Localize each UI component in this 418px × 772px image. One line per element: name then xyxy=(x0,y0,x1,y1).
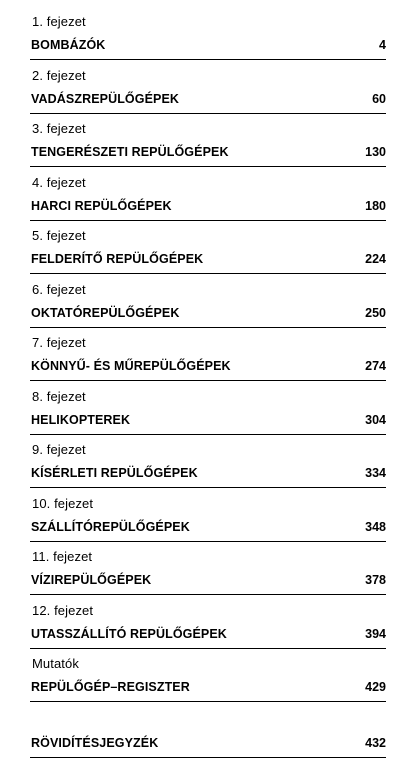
page-number: 378 xyxy=(365,573,386,587)
page-number: 4 xyxy=(379,38,386,52)
chapter-title: FELDERÍTŐ REPÜLŐGÉPEK xyxy=(31,252,204,266)
chapter-label: 1. fejezet xyxy=(32,14,86,29)
chapter-label: 12. fejezet xyxy=(32,602,94,618)
divider-rule xyxy=(30,541,386,542)
divider-rule xyxy=(30,273,386,274)
page-number: 334 xyxy=(365,466,386,480)
chapter-label: 8. fejezet xyxy=(32,388,86,404)
divider-rule xyxy=(30,701,386,702)
chapter-label: 3. fejezet xyxy=(32,121,86,136)
page-number: 394 xyxy=(365,626,386,641)
chapter-label: 10. fejezet xyxy=(32,495,94,511)
toc-entry[interactable] xyxy=(30,115,386,169)
chapter-title: UTASSZÁLLÍTÓ REPÜLŐGÉPEK xyxy=(31,626,227,641)
divider-rule xyxy=(30,327,386,328)
divider-rule xyxy=(30,487,386,488)
toc-entry[interactable] xyxy=(30,62,386,116)
divider-rule xyxy=(30,220,386,221)
chapter-label: 5. fejezet xyxy=(32,228,86,243)
page-number: 432 xyxy=(365,735,386,750)
chapter-label: 7. fejezet xyxy=(32,335,86,350)
chapter-title: HARCI REPÜLŐGÉPEK xyxy=(31,198,172,213)
page-number: 348 xyxy=(365,519,386,534)
chapter-label: 11. fejezet xyxy=(32,549,93,564)
divider-rule xyxy=(30,648,386,649)
chapter-title: TENGERÉSZETI REPÜLŐGÉPEK xyxy=(31,145,229,159)
toc-entry[interactable] xyxy=(30,222,386,276)
divider-rule xyxy=(30,594,386,595)
chapter-label: 2. fejezet xyxy=(32,67,86,83)
chapter-title: KÖNNYŰ- ÉS MŰREPÜLŐGÉPEK xyxy=(31,359,231,373)
abbreviations-title: RÖVIDÍTÉSJEGYZÉK xyxy=(31,735,159,750)
toc-entry[interactable] xyxy=(30,597,386,651)
toc-entry[interactable] xyxy=(30,490,386,544)
divider-rule xyxy=(30,113,386,114)
index-title: REPÜLŐGÉP–REGISZTER xyxy=(31,680,190,694)
divider-rule xyxy=(30,434,386,435)
toc-entry[interactable] xyxy=(30,8,386,62)
toc-entry[interactable] xyxy=(30,436,386,490)
toc-entry[interactable] xyxy=(30,650,386,704)
page-number: 250 xyxy=(365,305,386,320)
page-number: 274 xyxy=(365,359,386,373)
chapter-title: HELIKOPTEREK xyxy=(31,412,131,427)
page-number: 304 xyxy=(365,412,386,427)
toc-entry[interactable] xyxy=(30,704,386,758)
chapter-title: OKTATÓREPÜLŐGÉPEK xyxy=(31,305,180,320)
toc-entry[interactable] xyxy=(30,383,386,437)
chapter-title: KÍSÉRLETI REPÜLŐGÉPEK xyxy=(31,466,198,480)
chapter-title: BOMBÁZÓK xyxy=(31,38,106,52)
chapter-label: 6. fejezet xyxy=(32,281,86,297)
page-number: 224 xyxy=(365,252,386,266)
table-of-contents xyxy=(30,8,386,757)
toc-entry[interactable] xyxy=(30,169,386,223)
page-number: 130 xyxy=(365,145,386,159)
page-number: 429 xyxy=(365,680,386,694)
toc-entry[interactable] xyxy=(30,329,386,383)
chapter-label: 4. fejezet xyxy=(32,174,86,190)
toc-entry[interactable] xyxy=(30,276,386,330)
chapter-title: VADÁSZREPÜLŐGÉPEK xyxy=(31,91,180,106)
page-number: 60 xyxy=(372,91,386,106)
divider-rule xyxy=(30,757,386,758)
divider-rule xyxy=(30,380,386,381)
divider-rule xyxy=(30,166,386,167)
divider-rule xyxy=(30,59,386,60)
chapter-label: 9. fejezet xyxy=(32,442,86,457)
toc-entry[interactable] xyxy=(30,543,386,597)
page-number: 180 xyxy=(365,198,386,213)
index-label: Mutatók xyxy=(32,656,79,671)
chapter-title: VÍZIREPÜLŐGÉPEK xyxy=(31,573,152,587)
chapter-title: SZÁLLÍTÓREPÜLŐGÉPEK xyxy=(31,519,190,534)
